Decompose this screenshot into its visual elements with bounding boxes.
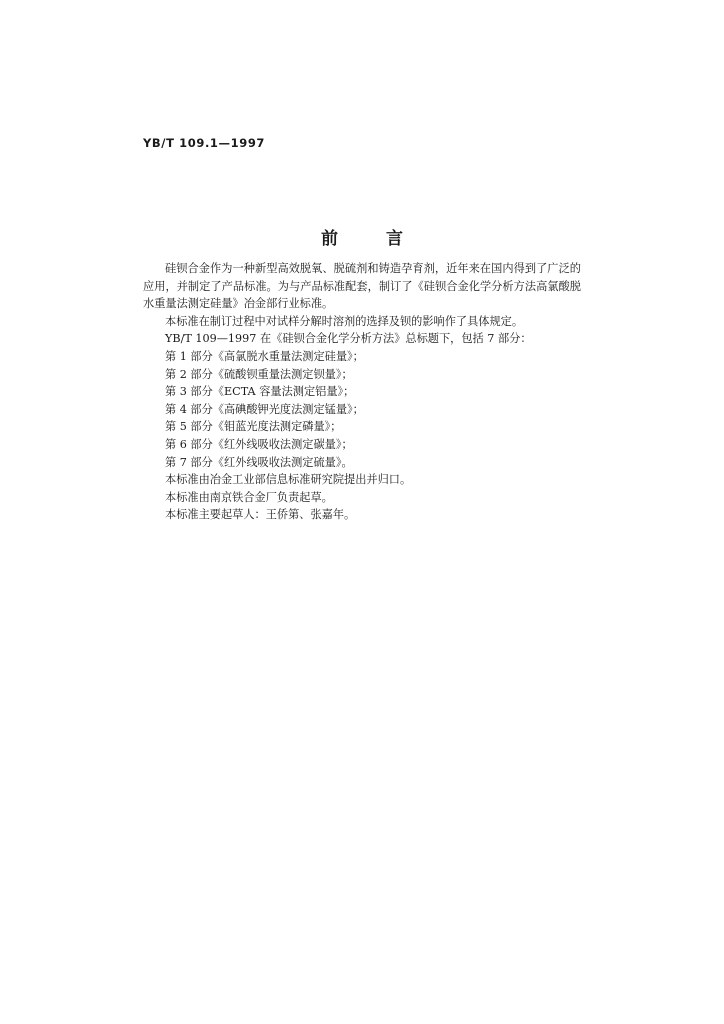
title-char-1: 前 xyxy=(321,229,338,249)
part-item-5: 第 5 部分《钼蓝光度法测定磷量》； xyxy=(165,420,342,434)
paragraph-drafters: 本标准主要起草人：王侨第、张嘉年。 xyxy=(165,508,356,522)
part-item-1: 第 1 部分《高氯脱水重量法测定硅量》； xyxy=(165,349,364,363)
paragraph-proposer: 本标准由冶金工业部信息标准研究院提出并归口。 xyxy=(165,473,412,487)
paragraph-intro: 硅钡合金作为一种新型高效脱氧、脱硫剂和铸造孕育剂，近年来在国内得到了广泛的应用，并制定了产品标准。为与产品标准配套，制订了《硅钡合金化学分析方法高氯酸脱水重量法测定硅量》冶金部行业标准。 xyxy=(143,262,581,311)
paragraph-parts-intro: YB/T 109—1997 在《硅钡合金化学分析方法》总标题下，包括 7 部分： xyxy=(165,332,532,346)
part-item-2: 第 2 部分《硫酸钡重量法测定钡量》； xyxy=(165,367,353,381)
paragraph-drafting-note: 本标准在制订过程中对试样分解时溶剂的选择及钡的影响作了具体规定。 xyxy=(165,314,524,328)
title-char-2: 言 xyxy=(386,229,403,249)
page-title xyxy=(0,224,724,249)
part-item-6: 第 6 部分《红外线吸收法测定碳量》； xyxy=(165,437,353,451)
foreword-body xyxy=(143,260,581,524)
paragraph-drafter-org: 本标准由南京铁合金厂负责起草。 xyxy=(165,490,333,504)
part-item-7: 第 7 部分《红外线吸收法测定硫量》。 xyxy=(165,455,353,469)
part-item-4: 第 4 部分《高碘酸钾光度法测定锰量》； xyxy=(165,402,364,416)
standard-code: YB/T 109.1—1997 xyxy=(143,136,266,150)
part-item-3: 第 3 部分《ECTA 容量法测定铝量》； xyxy=(165,385,355,399)
